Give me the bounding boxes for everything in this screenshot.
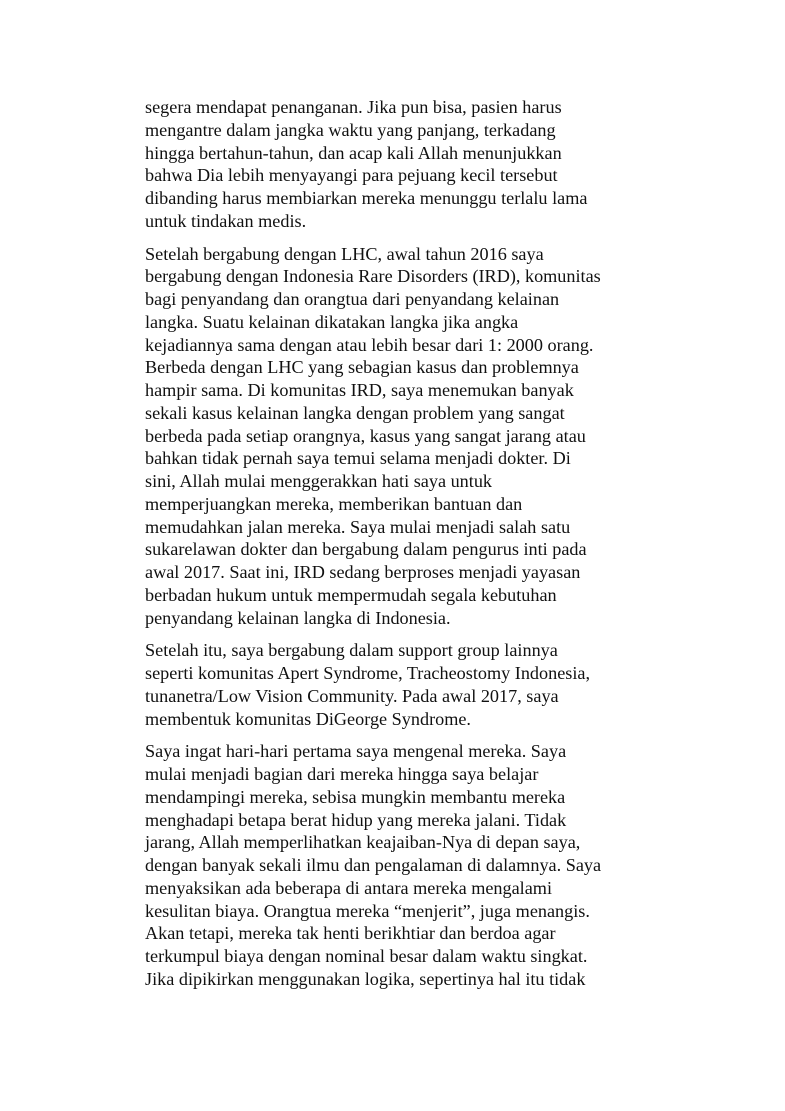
text-line: segera mendapat penanganan. Jika pun bisa, pasien harus	[145, 97, 562, 117]
text-line: menyaksikan ada beberapa di antara mereka mengalami	[145, 877, 552, 898]
text-line: mengantre dalam jangka waktu yang panjang, terkadang	[145, 119, 556, 140]
paragraph	[145, 639, 645, 730]
paragraph	[145, 740, 645, 990]
text-line: Jika dipikirkan menggunakan logika, sepertinya hal itu tidak	[145, 968, 586, 989]
paragraph	[145, 243, 645, 630]
text-line: berbeda pada setiap orangnya, kasus yang sangat jarang atau	[145, 425, 586, 446]
text-line: langka. Suatu kelainan dikatakan langka jika angka	[145, 311, 519, 332]
body-text	[145, 96, 645, 991]
text-line: sini, Allah mulai menggerakkan hati saya untuk	[145, 471, 493, 491]
text-line: Saya ingat hari-hari pertama saya mengenal mereka. Saya	[145, 741, 567, 762]
paragraph	[145, 96, 645, 233]
text-line: berbadan hukum untuk mempermudah segala kebutuhan	[145, 584, 557, 605]
text-line: penyandang kelainan langka di Indonesia.	[145, 607, 451, 628]
text-line: bahwa Dia lebih menyayangi para pejuang kecil tersebut	[145, 165, 558, 186]
text-line: Setelah bergabung dengan LHC, awal tahun 2016 saya	[145, 243, 544, 264]
text-line: menghadapi betapa berat hidup yang mereka jalani. Tidak	[145, 809, 567, 830]
text-line: Akan tetapi, mereka tak henti berikhtiar dan berdoa agar	[145, 923, 556, 944]
text-line: membentuk komunitas DiGeorge Syndrome.	[145, 708, 471, 729]
text-line: bahkan tidak pernah saya temui selama menjadi dokter. Di	[145, 448, 571, 469]
text-line: Berbeda dengan LHC yang sebagian kasus dan problemnya	[145, 357, 579, 378]
text-line: kesulitan biaya. Orangtua mereka “menjerit”, juga menangis.	[145, 900, 590, 921]
text-line: memudahkan jalan mereka. Saya mulai menjadi salah satu	[145, 516, 571, 537]
text-line: dibanding harus membiarkan mereka menunggu terlalu lama	[145, 188, 588, 208]
text-line: hingga bertahun-tahun, dan acap kali Allah menunjukkan	[145, 142, 562, 163]
text-line: bergabung dengan Indonesia Rare Disorders (IRD), komunitas	[145, 266, 601, 287]
text-line: mendampingi mereka, sebisa mungkin membantu mereka	[145, 786, 566, 807]
text-line: memperjuangkan mereka, memberikan bantuan dan	[145, 493, 523, 514]
text-line: kejadiannya sama dengan atau lebih besar dari 1: 2000 orang.	[145, 334, 594, 355]
text-line: bagi penyandang dan orangtua dari penyandang kelainan	[145, 289, 560, 309]
text-line: awal 2017. Saat ini, IRD sedang berproses menjadi yayasan	[145, 562, 581, 582]
text-line: Setelah itu, saya bergabung dalam support group lainnya	[145, 640, 558, 661]
text-line: dengan banyak sekali ilmu dan pengalaman di dalamnya. Saya	[145, 855, 602, 875]
text-line: sekali kasus kelainan langka dengan problem yang sangat	[145, 402, 565, 423]
text-line: terkumpul biaya dengan nominal besar dalam waktu singkat.	[145, 946, 588, 966]
text-line: sukarelawan dokter dan bergabung dalam pengurus inti pada	[145, 539, 587, 560]
text-line: mulai menjadi bagian dari mereka hingga saya belajar	[145, 764, 539, 784]
text-line: hampir sama. Di komunitas IRD, saya menemukan banyak	[145, 380, 574, 400]
text-line: jarang, Allah memperlihatkan keajaiban-Nya di depan saya,	[145, 832, 581, 853]
text-line: untuk tindakan medis.	[145, 210, 307, 231]
text-line: seperti komunitas Apert Syndrome, Tracheostomy Indonesia,	[145, 663, 591, 683]
text-line: tunanetra/Low Vision Community. Pada awal 2017, saya	[145, 685, 559, 706]
